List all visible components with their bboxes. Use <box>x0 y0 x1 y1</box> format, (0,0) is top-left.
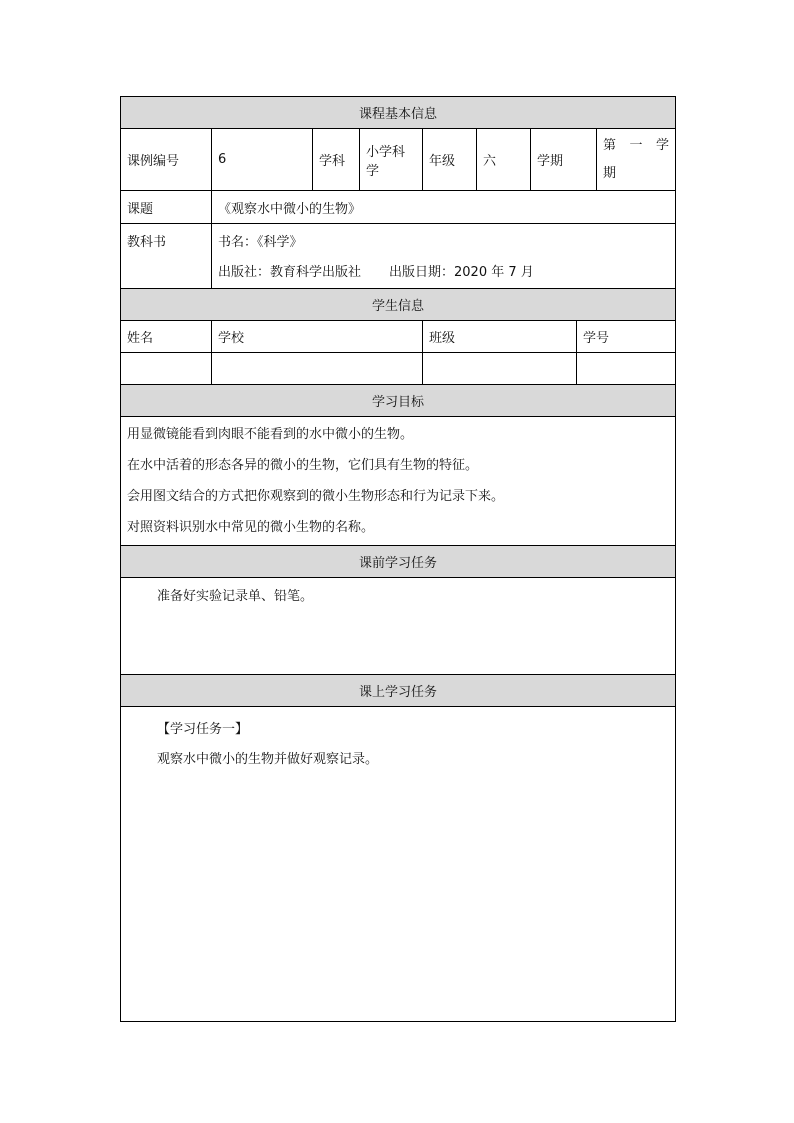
goal-item: 在水中活着的形态各异的微小的生物，它们具有生物的特征。 <box>127 458 479 473</box>
pre-task-row <box>121 578 676 675</box>
section-header-pre-task <box>121 546 676 578</box>
textbook-label-text: 教科书 <box>127 235 167 250</box>
grade-value: 六 <box>477 129 531 191</box>
student-school-label: 学校 <box>212 321 423 353</box>
task-title: 【学习任务一】 <box>157 722 249 737</box>
topic-row <box>121 191 676 224</box>
student-id-label: 学号 <box>577 321 676 353</box>
term-value <box>597 129 676 191</box>
subject-label: 学科 <box>313 129 360 191</box>
pre-task-content <box>121 578 676 675</box>
student-id-field[interactable] <box>577 353 676 385</box>
course-no-label: 课例编号 <box>121 129 212 191</box>
term-char-1: 第 <box>603 137 617 153</box>
student-name-field[interactable] <box>121 353 212 385</box>
publish-date: 出版日期：2020 年 7 月 <box>389 265 534 280</box>
task-text: 观察水中微小的生物并做好观察记录。 <box>157 752 379 767</box>
student-name-label: 姓名 <box>121 321 212 353</box>
term-label: 学期 <box>531 129 597 191</box>
section-title-student: 学生信息 <box>121 289 676 321</box>
in-class-content <box>121 707 676 1022</box>
student-class-label: 班级 <box>423 321 577 353</box>
term-char-3: 学 <box>656 137 670 153</box>
goal-item: 对照资料识别水中常见的微小生物的名称。 <box>127 520 375 535</box>
section-title-in-class: 课上学习任务 <box>121 675 676 707</box>
goals-row <box>121 417 676 546</box>
textbook-label <box>121 224 212 289</box>
section-header-student <box>121 289 676 321</box>
course-info-form <box>120 96 676 1022</box>
pre-task-text: 准备好实验记录单、铅笔。 <box>157 589 314 604</box>
publisher: 出版社：教育科学出版社 <box>218 265 362 280</box>
student-entry-row <box>121 353 676 385</box>
topic-label: 课题 <box>121 191 212 224</box>
goal-item: 用显微镜能看到肉眼不能看到的水中微小的生物。 <box>127 427 414 442</box>
goal-item: 会用图文结合的方式把你观察到的微小生物形态和行为记录下来。 <box>127 489 505 504</box>
student-school-field[interactable] <box>212 353 423 385</box>
student-class-field[interactable] <box>423 353 577 385</box>
course-no-value: 6 <box>212 129 313 191</box>
topic-value: 《观察水中微小的生物》 <box>212 191 676 224</box>
section-title-pre-task: 课前学习任务 <box>121 546 676 578</box>
term-char-2: 一 <box>629 137 643 153</box>
goals-list <box>121 417 676 546</box>
section-header-basic <box>121 97 676 129</box>
subject-value: 小学科学 <box>360 129 423 191</box>
book-name: 书名：《科学》 <box>218 235 303 250</box>
term-value-line2: 期 <box>603 165 617 181</box>
textbook-row <box>121 224 676 289</box>
book-publish-line <box>218 258 669 288</box>
section-title-basic: 课程基本信息 <box>121 97 676 129</box>
section-header-in-class <box>121 675 676 707</box>
term-value-line1 <box>603 132 669 160</box>
in-class-row <box>121 707 676 1022</box>
section-title-goals: 学习目标 <box>121 385 676 417</box>
grade-label: 年级 <box>423 129 477 191</box>
basic-info-row <box>121 129 676 191</box>
section-header-goals <box>121 385 676 417</box>
student-header-row <box>121 321 676 353</box>
textbook-value <box>212 224 676 289</box>
